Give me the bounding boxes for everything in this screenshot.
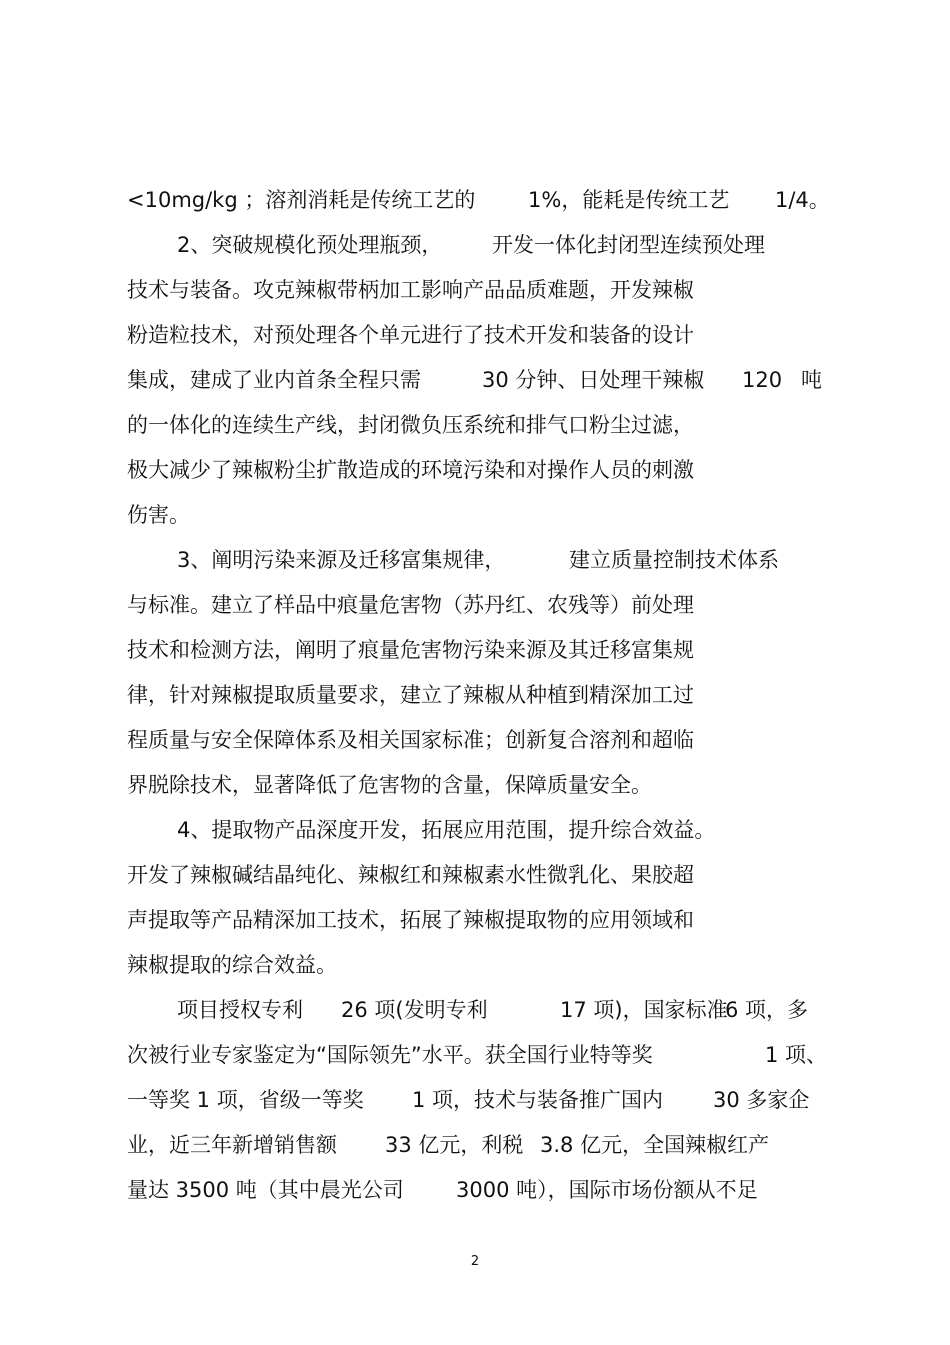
text-segment: 4、提取物产品深度开发，拓展应用范围，提升综合效益。 <box>177 818 716 842</box>
text-segment: 量达 3500 吨（其中晨光公司 <box>127 1178 404 1202</box>
text-line <box>0 765 950 805</box>
text-line <box>0 1035 950 1075</box>
text-segment: 界脱除技术，显著降低了危害物的含量，保障质量安全。 <box>127 773 652 797</box>
text-line <box>0 360 950 400</box>
text-segment: 3000 吨），国际市场份额从不足 <box>456 1178 758 1202</box>
text-segment: 建立质量控制技术体系 <box>569 548 779 572</box>
text-segment: 33 亿元，利税 <box>385 1133 524 1157</box>
text-line <box>0 990 950 1030</box>
text-segment: 程质量与安全保障体系及相关国家标准；创新复合溶剂和超临 <box>127 728 694 752</box>
text-line <box>0 855 950 895</box>
text-segment: 的一体化的连续生产线，封闭微负压系统和排气口粉尘过滤， <box>127 413 694 437</box>
text-line <box>0 1125 950 1165</box>
text-line <box>0 675 950 715</box>
text-segment: 17 项)，国家标准 <box>560 998 728 1022</box>
text-line <box>0 405 950 445</box>
text-line <box>0 315 950 355</box>
text-segment: 一等奖 1 项，省级一等奖 <box>127 1088 364 1112</box>
text-line <box>0 720 950 760</box>
text-line <box>0 630 950 670</box>
text-segment: 6 项，多 <box>725 998 809 1022</box>
text-line <box>0 270 950 310</box>
text-segment: 30 分钟、日处理干辣椒 <box>482 368 705 392</box>
text-segment: 集成，建成了业内首条全程只需 <box>127 368 421 392</box>
text-segment: 次被行业专家鉴定为“国际领先”水平。获全国行业特等奖 <box>127 1043 653 1067</box>
page-number: 2 <box>470 1254 480 1269</box>
text-segment: 律，针对辣椒提取质量要求，建立了辣椒从种植到精深加工过 <box>127 683 694 707</box>
text-segment: 声提取等产品精深加工技术，拓展了辣椒提取物的应用领域和 <box>127 908 694 932</box>
text-segment: 业，近三年新增销售额 <box>127 1133 337 1157</box>
text-segment: 粉造粒技术，对预处理各个单元进行了技术开发和装备的设计 <box>127 323 694 347</box>
text-line <box>0 900 950 940</box>
text-segment: 辣椒提取的综合效益。 <box>127 953 337 977</box>
text-line <box>0 1170 950 1210</box>
text-segment: 技术和检测方法，阐明了痕量危害物污染来源及其迁移富集规 <box>127 638 694 662</box>
text-segment: <10mg/kg ；溶剂消耗是传统工艺的 <box>127 188 476 212</box>
text-segment: 吨 <box>801 368 822 392</box>
text-line <box>0 810 950 850</box>
text-segment: 3、阐明污染来源及迁移富集规律， <box>177 548 506 572</box>
text-segment: 1%，能耗是传统工艺 <box>528 188 730 212</box>
text-segment: 开发一体化封闭型连续预处理 <box>492 233 765 257</box>
text-segment: 1 项、 <box>765 1043 828 1067</box>
text-line <box>0 180 950 220</box>
text-segment: 极大减少了辣椒粉尘扩散造成的环境污染和对操作人员的刺激 <box>127 458 694 482</box>
text-segment: 开发了辣椒碱结晶纯化、辣椒红和辣椒素水性微乳化、果胶超 <box>127 863 694 887</box>
text-segment: 1 项，技术与装备推广国内 <box>412 1088 664 1112</box>
text-line <box>0 945 950 985</box>
text-segment: 与标准。建立了样品中痕量危害物（苏丹红、农残等）前处理 <box>127 593 694 617</box>
text-segment: 2、突破规模化预处理瓶颈， <box>177 233 443 257</box>
text-segment: 技术与装备。攻克辣椒带柄加工影响产品品质难题，开发辣椒 <box>127 278 694 302</box>
text-line <box>0 225 950 265</box>
text-segment: 1/4。 <box>775 188 830 212</box>
text-segment: 120 <box>742 368 783 392</box>
text-segment: 伤害。 <box>127 503 190 527</box>
text-segment: 30 多家企 <box>713 1088 810 1112</box>
text-segment: 项目授权专利 <box>177 998 303 1022</box>
text-segment: 3.8 亿元，全国辣椒红产 <box>540 1133 770 1157</box>
text-line <box>0 1080 950 1120</box>
text-segment: 26 项(发明专利 <box>341 998 488 1022</box>
text-line <box>0 540 950 580</box>
text-line <box>0 450 950 490</box>
text-line <box>0 495 950 535</box>
text-line <box>0 585 950 625</box>
